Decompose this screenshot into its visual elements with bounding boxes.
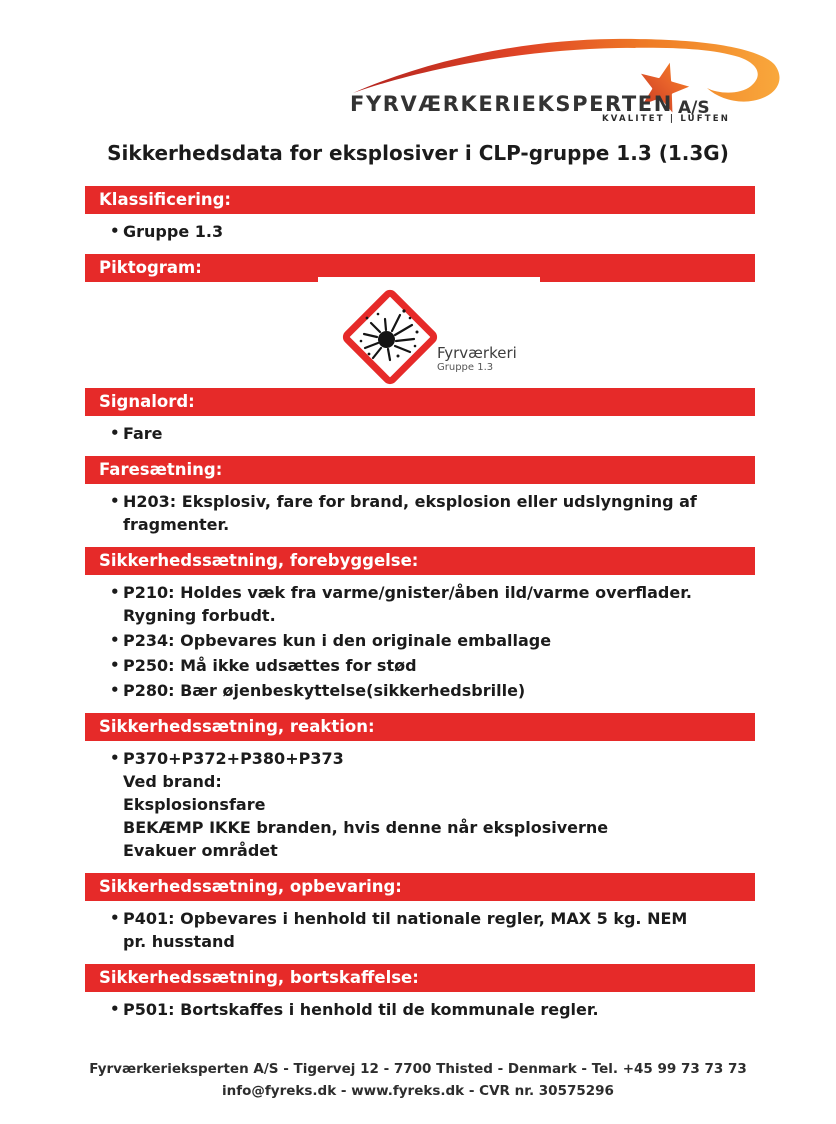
logo-company-suffix: A/S bbox=[678, 98, 710, 118]
bullet-icon: • bbox=[110, 1000, 120, 1018]
company-logo bbox=[338, 26, 794, 142]
bullet-icon: • bbox=[110, 656, 120, 674]
document-body bbox=[85, 186, 755, 1032]
list-item bbox=[85, 747, 755, 862]
section-faresaetning bbox=[85, 456, 755, 547]
logo-tagline: KVALITET | LUFTEN bbox=[602, 114, 731, 124]
bullet-list bbox=[85, 992, 755, 1032]
bullet-icon: • bbox=[110, 909, 120, 927]
section-header-bar: Signalord: bbox=[85, 388, 755, 416]
bullet-text: Ved brand: bbox=[123, 772, 222, 791]
pictogram-sublabel: Gruppe 1.3 bbox=[437, 362, 494, 373]
section-header-bar: Sikkerhedssætning, reaktion: bbox=[85, 713, 755, 741]
logo-company-name: FYRVÆRKERIEKSPERTEN bbox=[350, 92, 673, 116]
logo-swoosh-star-icon bbox=[338, 26, 794, 142]
section-header-bar: Sikkerhedssætning, forebyggelse: bbox=[85, 547, 755, 575]
section-header-bar: Sikkerhedssætning, opbevaring: bbox=[85, 873, 755, 901]
bullet-text: Fare bbox=[123, 424, 163, 443]
list-item bbox=[85, 654, 755, 677]
footer-contact-line: info@fyreks.dk - www.fyreks.dk - CVR nr. 30575296 bbox=[222, 1083, 614, 1099]
pictogram-image-white-edge bbox=[318, 277, 540, 282]
bullet-text: Rygning forbudt. bbox=[123, 606, 276, 625]
section-reaktion bbox=[85, 713, 755, 873]
bullet-icon: • bbox=[110, 424, 120, 442]
list-item bbox=[85, 581, 755, 627]
pictogram-label: Fyrværkeri bbox=[437, 344, 517, 362]
bullet-list bbox=[85, 901, 755, 964]
list-item bbox=[85, 998, 755, 1021]
list-item bbox=[85, 679, 755, 702]
section-opbevaring bbox=[85, 873, 755, 964]
bullet-icon: • bbox=[110, 492, 120, 510]
section-header-bar: Faresætning: bbox=[85, 456, 755, 484]
list-item bbox=[85, 220, 755, 243]
bullet-text: P250: Må ikke udsættes for stød bbox=[123, 656, 417, 675]
list-item bbox=[85, 422, 755, 445]
section-header-bar bbox=[85, 254, 755, 282]
section-bortskaffelse bbox=[85, 964, 755, 1032]
bullet-text: P280: Bær øjenbeskyttelse(sikkerhedsbrille) bbox=[123, 681, 526, 700]
footer-address-line: Fyrværkerieksperten A/S - Tigervej 12 - 7700 Thisted - Denmark - Tel. +45 99 73 73 73 bbox=[89, 1061, 747, 1077]
exploding-bomb-pictogram-icon bbox=[340, 287, 440, 387]
page-title: Sikkerhedsdata for eksplosiver i CLP-gruppe 1.3 (1.3G) bbox=[107, 141, 729, 165]
section-header-bar: Klassificering: bbox=[85, 186, 755, 214]
list-item bbox=[85, 490, 755, 536]
pictogram-labels bbox=[437, 345, 517, 374]
bullet-text: pr. husstand bbox=[123, 932, 235, 951]
section-piktogram bbox=[85, 254, 755, 388]
bullet-text: fragmenter. bbox=[123, 515, 230, 534]
bullet-icon: • bbox=[110, 681, 120, 699]
bullet-text: H203: Eksplosiv, fare for brand, eksplosion eller udslyngning af bbox=[123, 492, 697, 511]
bullet-list bbox=[85, 741, 755, 873]
bullet-text: Eksplosionsfare bbox=[123, 795, 266, 814]
list-item bbox=[85, 907, 755, 953]
bullet-text: P234: Opbevares kun i den originale emballage bbox=[123, 631, 552, 650]
section-forebyggelse bbox=[85, 547, 755, 713]
bullet-text: P370+P372+P380+P373 bbox=[123, 749, 344, 768]
bullet-icon: • bbox=[110, 583, 120, 601]
bullet-list bbox=[85, 416, 755, 456]
bullet-text: P401: Opbevares i henhold til nationale regler, MAX 5 kg. NEM bbox=[123, 909, 688, 928]
bullet-list bbox=[85, 484, 755, 547]
bullet-text: Gruppe 1.3 bbox=[123, 222, 224, 241]
bullet-text: P501: Bortskaffes i henhold til de kommunale regler. bbox=[123, 1000, 599, 1019]
pictogram-row bbox=[85, 285, 755, 388]
bullet-text: BEKÆMP IKKE branden, hvis denne når eksplosiverne bbox=[123, 818, 609, 837]
bullet-text: Evakuer området bbox=[123, 841, 278, 860]
bullet-list bbox=[85, 575, 755, 713]
bullet-list bbox=[85, 214, 755, 254]
bullet-icon: • bbox=[110, 749, 120, 767]
bullet-icon: • bbox=[110, 631, 120, 649]
list-item bbox=[85, 629, 755, 652]
bullet-text: P210: Holdes væk fra varme/gnister/åben ild/varme overflader. bbox=[123, 583, 692, 602]
section-header-bar: Sikkerhedssætning, bortskaffelse: bbox=[85, 964, 755, 992]
section-klassificering bbox=[85, 186, 755, 254]
footer bbox=[0, 1058, 836, 1102]
section-header-label: Piktogram: bbox=[99, 258, 202, 277]
section-signalord bbox=[85, 388, 755, 456]
bullet-icon: • bbox=[110, 222, 120, 240]
